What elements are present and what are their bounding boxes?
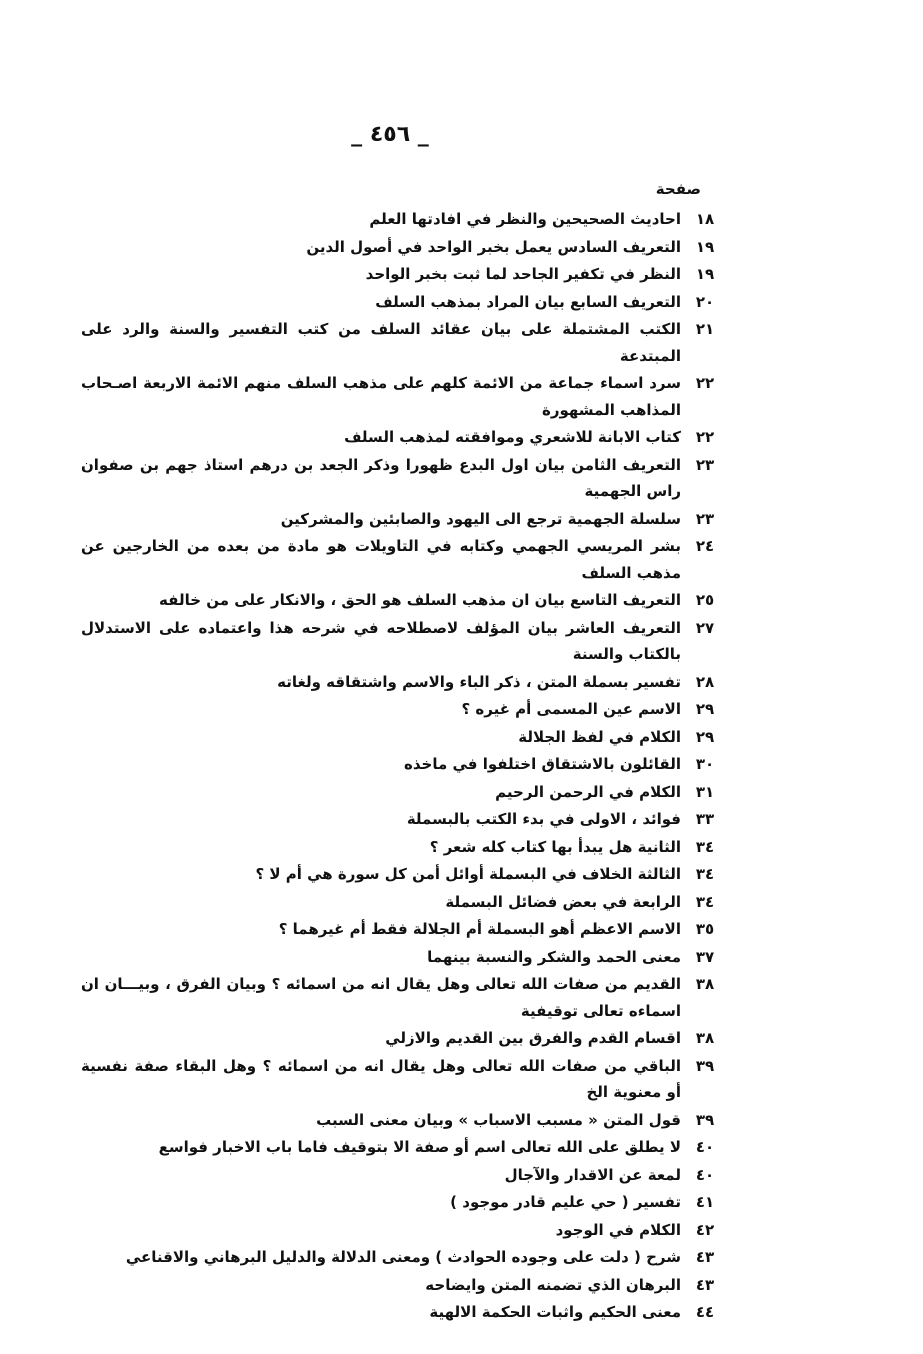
toc-entry	[33, 944, 723, 971]
toc-entry-page: ٣١	[695, 782, 715, 801]
toc-entry-page: ٤٠	[695, 1165, 715, 1184]
toc-entry-page: ٢١	[695, 320, 715, 338]
toc-entry-title: بشر المريسي الجهمي وكتابه في التاويلات هو مادة من بعده من الخارجين عن مذهب السلف	[81, 537, 681, 582]
toc-entry-title: معنى الحكيم واثبات الحكمة الالهية	[429, 1303, 681, 1321]
toc-entry	[33, 806, 723, 833]
toc-entry-page: ٤١	[695, 1193, 715, 1211]
toc-entry-title: التعريف العاشر بيان المؤلف لاصطلاحه في شرحه هذا واعتماده على الاستدلال بالكتاب والسنة	[81, 618, 681, 663]
toc-entry-title: التعريف التاسع بيان ان مذهب السلف هو الحق ، والانكار على من خالفه	[159, 591, 681, 609]
toc-entry-title: الكتب المشتملة على بيان عقائد السلف من كتب التفسير والسنة والرد على المبتدعة	[81, 320, 681, 365]
toc-entry-page: ٢٢	[695, 374, 715, 392]
toc-entry-page: ٣٨	[695, 975, 715, 993]
toc-entry	[33, 779, 723, 806]
toc-entry	[33, 1189, 723, 1216]
toc-entry-title: الكلام في الوجود	[555, 1220, 681, 1239]
toc-entry	[33, 1217, 723, 1244]
toc-entry	[33, 1299, 723, 1326]
toc-entry	[33, 206, 723, 233]
toc-entry	[33, 234, 723, 261]
toc-entry	[33, 971, 723, 1024]
toc-entry	[33, 1134, 723, 1161]
toc-entry-title: الثالثة الخلاف في البسملة أوائل أمن كل سورة هي أم لا ؟	[255, 865, 681, 883]
toc-entry	[33, 615, 723, 668]
toc-entry-title: التعريف السادس يعمل بخبر الواحد في أصول الدين	[306, 237, 681, 256]
toc-entry	[33, 289, 723, 316]
toc-entry-title: الاسم عين المسمى أم غيره ؟	[461, 700, 681, 718]
toc-entry-title: لا يطلق على الله تعالى اسم أو صفة الا بتوقيف فاما باب الاخبار فواسع	[158, 1138, 681, 1156]
toc-entry	[33, 1162, 723, 1189]
toc-entry-page: ٣٤	[695, 865, 715, 883]
toc-entry	[33, 724, 723, 751]
toc-entry-title: سلسلة الجهمية ترجع الى اليهود والصابئين والمشركين	[280, 509, 681, 528]
toc-entry	[33, 889, 723, 916]
toc-entry	[33, 424, 723, 451]
toc-entry-page: ٤٢	[695, 1220, 715, 1239]
toc-entry-page: ٣٧	[695, 947, 715, 966]
toc-entry-title: الكلام في الرحمن الرحيم	[495, 782, 681, 801]
toc-entry-title: الباقي من صفات الله تعالى وهل يقال انه من اسمائه ؟ وهل البقاء صفة نفسية أو معنوية الخ	[81, 1056, 681, 1101]
toc-entry-title: الرابعة في بعض فضائل البسملة	[445, 892, 681, 911]
toc-entry	[33, 1244, 723, 1271]
toc-entry-title: احاديث الصحيحين والنظر في افادتها العلم	[369, 210, 681, 228]
toc-entry-title: شرح ( دلت على وجوده الحوادث ) ومعنى الدلالة والدليل البرهاني والاقناعي	[125, 1248, 681, 1266]
toc-entry	[33, 370, 723, 423]
toc-entry-page: ١٨	[695, 210, 715, 228]
toc-entry-page: ٣٨	[695, 1029, 715, 1047]
toc-entry-title: النظر في تكفير الجاحد لما ثبت بخبر الواحد	[365, 265, 681, 283]
toc-entry-page: ٢٩	[695, 700, 715, 718]
toc-entry-page: ٣٩	[695, 1110, 715, 1129]
toc-entry-page: ٤٣	[695, 1275, 715, 1294]
toc-entry-page: ٢٤	[695, 537, 715, 555]
toc-entry-title: تفسير ( حي عليم قادر موجود )	[450, 1193, 681, 1211]
toc-entry-title: فوائد ، الاولى في بدء الكتب بالبسملة	[406, 810, 681, 828]
toc-entry	[33, 316, 723, 369]
toc-entry-title: اقسام القدم والفرق بين القديم والازلي	[385, 1029, 681, 1047]
toc-entry	[33, 1025, 723, 1052]
page-number: _ ٤٥٦ _	[351, 122, 429, 147]
page-column-header: صفحة	[655, 180, 701, 198]
toc-entry-page: ٢٨	[695, 672, 715, 691]
toc-entry-page: ٣٩	[695, 1056, 715, 1075]
toc-entry-page: ٣٤	[695, 892, 715, 911]
toc-entry-page: ٣٥	[695, 920, 715, 938]
toc-entry-page: ١٩	[695, 265, 715, 283]
toc-entry	[33, 751, 723, 778]
toc-entry	[33, 1053, 723, 1106]
toc-entry	[33, 261, 723, 288]
toc-entry-title: الثانية هل يبدأ بها كتاب كله شعر ؟	[429, 837, 681, 856]
toc-entry-title: التعريف السابع بيان المراد بمذهب السلف	[375, 292, 681, 311]
toc-entry-page: ٣٤	[695, 837, 715, 856]
toc-entry-title: تفسير بسملة المتن ، ذكر الباء والاسم واشتقاقه ولغاته	[277, 672, 681, 691]
toc-entry-page: ٢٥	[695, 591, 715, 609]
toc-entry-page: ٢٢	[695, 428, 715, 446]
toc-entry	[33, 533, 723, 586]
toc-entry-page: ٢٠	[695, 292, 715, 311]
toc-entry	[33, 506, 723, 533]
toc-entry-page: ٣٣	[695, 810, 715, 828]
toc-entry-title: معنى الحمد والشكر والنسبة بينهما	[427, 947, 681, 966]
toc-entry-title: لمعة عن الاقدار والآجال	[504, 1165, 681, 1184]
toc-entry-page: ٢٧	[695, 618, 715, 637]
table-of-contents	[33, 206, 723, 1327]
toc-entry-page: ٤٤	[695, 1303, 715, 1321]
toc-entry-title: القديم من صفات الله تعالى وهل يقال انه من اسمائه ؟ وبيان الفرق ، وبيـــان ان اسماءه تعالى توقيفية	[81, 975, 681, 1020]
toc-entry-page: ٢٣	[695, 455, 715, 474]
toc-entry-title: القائلون بالاشتقاق اختلفوا في ماخذه	[404, 755, 681, 773]
toc-entry-title: سرد اسماء جماعة من الائمة كلهم على مذهب السلف منهم الائمة الاربعة اصـحاب المذاهب المشهورة	[81, 374, 681, 419]
toc-entry	[33, 916, 723, 943]
toc-entry-page: ١٩	[695, 237, 715, 256]
toc-entry-page: ٤٣	[695, 1248, 715, 1266]
toc-entry	[33, 452, 723, 505]
toc-entry-title: قول المتن « مسبب الاسباب » وبيان معنى السبب	[316, 1110, 681, 1129]
toc-entry	[33, 1107, 723, 1134]
toc-entry-page: ٢٩	[695, 727, 715, 746]
toc-entry-page: ٣٠	[695, 755, 715, 773]
toc-entry	[33, 861, 723, 888]
toc-entry	[33, 1272, 723, 1299]
toc-entry-title: كتاب الابانة للاشعري وموافقته لمذهب السلف	[344, 428, 681, 446]
toc-entry	[33, 696, 723, 723]
toc-entry-title: التعريف الثامن بيان اول البدع ظهورا وذكر الجعد بن درهم استاذ جهم بن صفوان راس الجهمية	[81, 455, 681, 500]
toc-entry	[33, 669, 723, 696]
toc-entry-title: الكلام في لفظ الجلالة	[518, 727, 681, 746]
toc-entry	[33, 834, 723, 861]
toc-entry-title: البرهان الذي تضمنه المتن وايضاحه	[425, 1275, 681, 1294]
toc-entry-title: الاسم الاعظم أهو البسملة أم الجلالة فقط أم غيرهما ؟	[278, 920, 681, 938]
toc-entry-page: ٢٣	[695, 509, 715, 528]
toc-entry	[33, 587, 723, 614]
toc-entry-page: ٤٠	[695, 1138, 715, 1156]
